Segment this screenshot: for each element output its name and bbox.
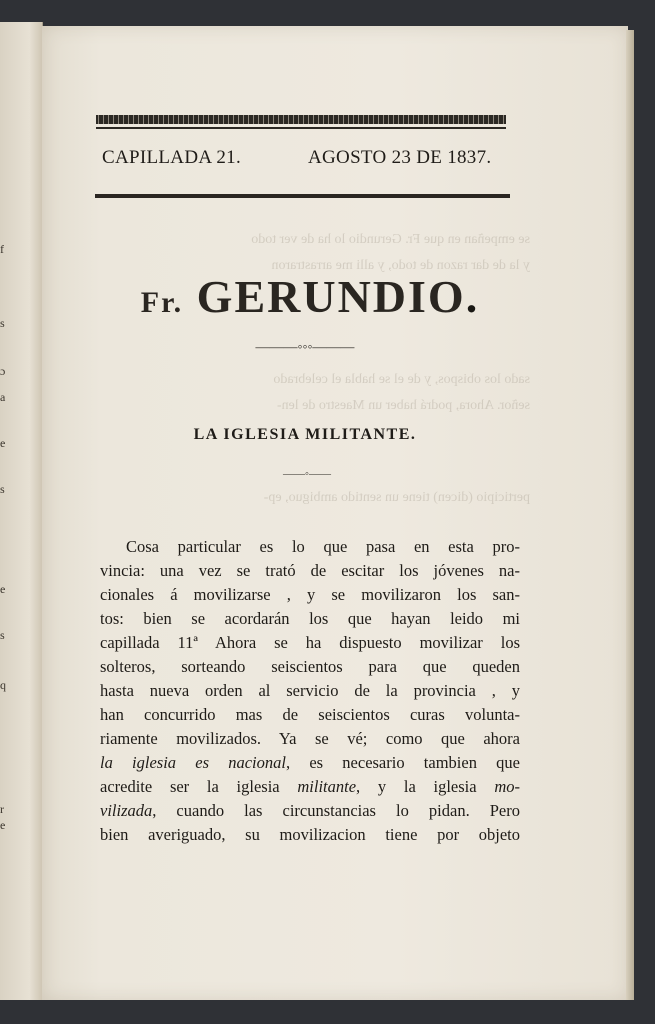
article-line [100, 799, 520, 823]
article-line [100, 679, 520, 703]
header-bottom-rule [95, 194, 510, 198]
article-text-segment: cionales á movilizarse , y se movilizaron los san- [100, 585, 520, 604]
issue-number: CAPILLADA 21. [102, 147, 242, 168]
article-text-segment: , y la iglesia [356, 777, 495, 796]
article-text-segment: Cosa particular es lo que pasa en esta pro- [126, 537, 520, 556]
bleed-through-text: perticipio (dicen) tiene un sentido ambiguo, ep- [263, 490, 530, 505]
issue-date: AGOSTO 23 DE 1837. [308, 147, 492, 168]
article-line [100, 559, 520, 583]
facing-page-fragment: q [0, 678, 6, 692]
facing-page-edge [0, 22, 43, 1000]
bleed-through-text: señor. Ahora, podrá haber un Maestro de len- [276, 398, 530, 413]
masthead-period: . [465, 271, 480, 322]
article-body [100, 535, 520, 847]
article-text-segment: acredite ser la iglesia [100, 777, 298, 796]
article-line [100, 775, 520, 799]
book-page [42, 26, 628, 1000]
article-line [100, 703, 520, 727]
article-text-segment: riamente movilizados. Ya se vé; como que ahora [100, 729, 520, 748]
article-line [100, 535, 520, 559]
facing-page-fragment: s [0, 628, 5, 642]
article-line [100, 655, 520, 679]
article-line [100, 727, 520, 751]
masthead-title [100, 270, 520, 323]
title-ornament: ——◦—— [283, 468, 331, 480]
bleed-through-text: sado los obispos, y de el se habla el celebrado [273, 372, 530, 387]
masthead-name: GERUNDIO [196, 271, 466, 322]
article-italic-segment: la iglesia es nacional [100, 753, 286, 772]
article-line [100, 751, 520, 775]
article-text-segment: , cuando las circunstancias lo pidan. Pero [152, 801, 520, 820]
bleed-through-text: y la de dar razon de todo, y alli me arrastraron [271, 258, 530, 273]
article-text-segment: han concurrido mas de seiscientos curas volunta- [100, 705, 520, 724]
article-text-segment: , es necesario tambien que [285, 753, 520, 772]
bleed-through-text: se empeñan en que Fr. Gerundio lo ha de ver todo [251, 232, 530, 247]
facing-page-fragment: e [0, 582, 6, 596]
facing-page-fragment: r [0, 802, 4, 816]
article-text-segment: capillada 11ª Ahora se ha dispuesto movilizar los [100, 633, 520, 652]
article-italic-segment: vilizada [100, 801, 153, 820]
header-thin-rule [96, 127, 506, 129]
article-text-segment: solteros, sorteando seiscientos para que queden [100, 657, 520, 676]
facing-page-fragment: a [0, 390, 6, 404]
article-line [100, 823, 520, 847]
facing-page-fragment: e [0, 436, 6, 450]
article-line [100, 607, 520, 631]
masthead-ornament: ———◦◦◦——— [255, 340, 355, 355]
article-italic-segment: militante [297, 777, 357, 796]
article-italic-segment: mo- [494, 777, 520, 796]
facing-page-fragment: f [0, 242, 4, 256]
page-stack-edge [626, 30, 634, 1000]
article-text-segment: vincia: una vez se trató de escitar los jóvenes na- [100, 561, 520, 580]
article-line [100, 583, 520, 607]
header-ornamental-rule [96, 115, 506, 124]
facing-page-fragment: s [0, 482, 5, 496]
facing-page-fragment: e [0, 818, 6, 832]
article-line [100, 631, 520, 655]
facing-page-fragment: ɔ [0, 364, 6, 378]
masthead-prefix: Fr. [140, 286, 184, 319]
article-text-segment: hasta nueva orden al servicio de la provincia , y [100, 681, 520, 700]
article-title: LA IGLESIA MILITANTE. [193, 426, 417, 443]
article-text-segment: tos: bien se acordarán los que hayan leido mi [100, 609, 520, 628]
article-text-segment: bien averiguado, su movilizacion tiene por objeto [100, 825, 520, 844]
facing-page-fragment: s [0, 316, 5, 330]
